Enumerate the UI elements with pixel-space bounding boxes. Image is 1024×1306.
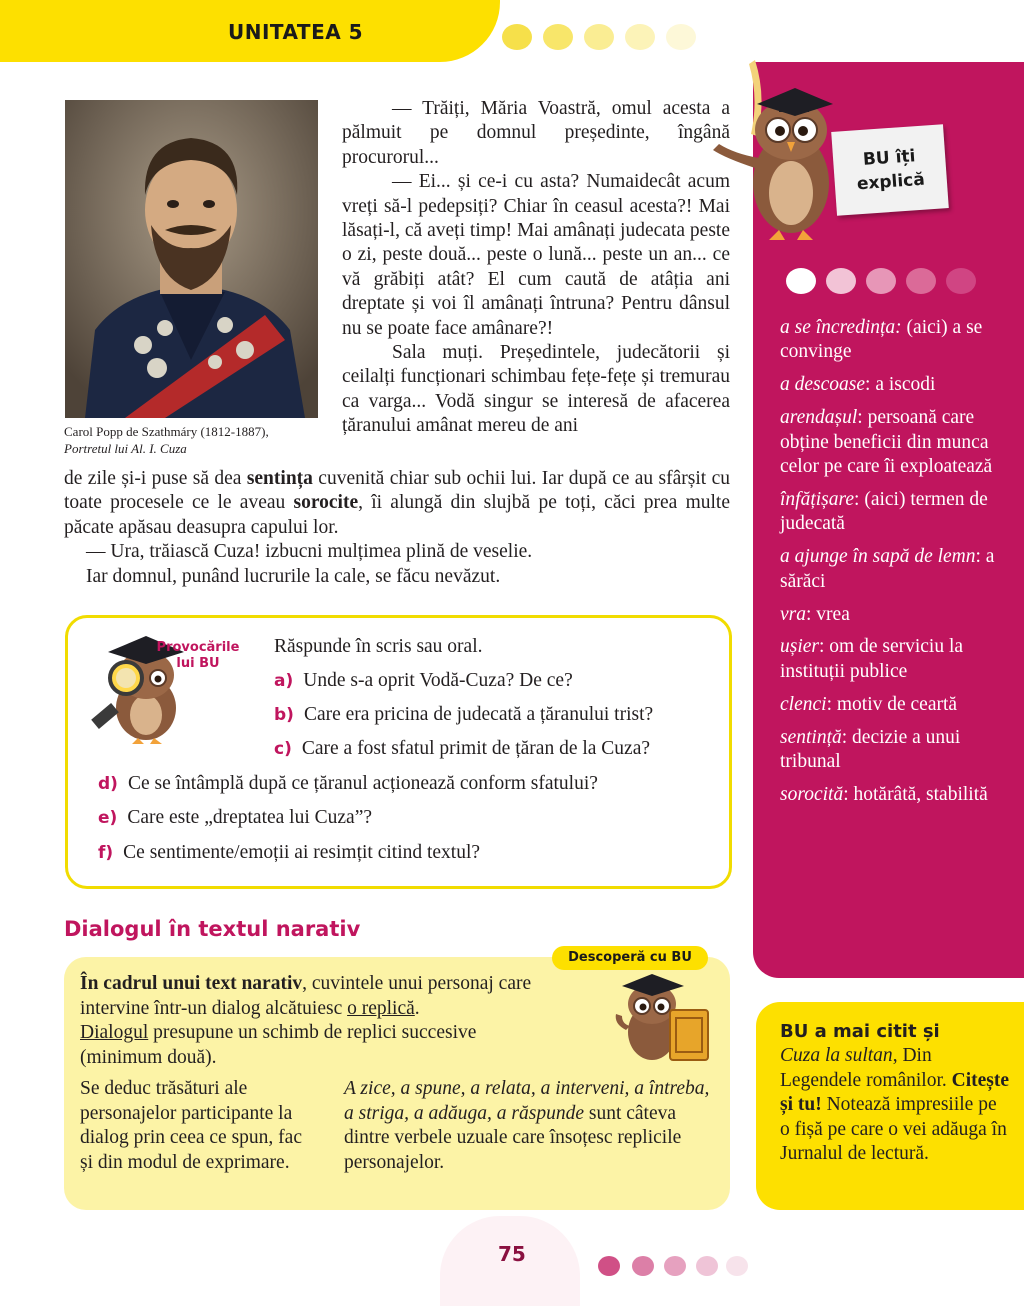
question-e: e) Care este „dreptatea lui Cuza”? [98, 807, 373, 828]
glossary-list [780, 316, 1005, 816]
question-d: d) Ce se întâmplă după ce țăranul acționează conform sfatului? [98, 773, 598, 794]
page-number: 75 [498, 1242, 526, 1266]
section-title: Dialogul în textul narativ [64, 917, 361, 941]
theory-right-column [344, 1077, 710, 1175]
challenge-label-line: lui BU [176, 656, 220, 671]
theory-paragraph: În cadrul unui text narativ, cuvintele unui personaj care intervine într-un dialog alcătuiesc o replică. [80, 973, 532, 1019]
discover-tag: Descoperă cu BU [552, 946, 708, 970]
story-paragraph: — Ura, trăiască Cuza! izbucni mulțimea plină de veselie. [86, 541, 533, 563]
story-paragraph: Iar domnul, punând lucrurile la cale, se făcu nevăzut. [86, 565, 501, 587]
theory-left-column [80, 1077, 310, 1175]
cuza-portrait [65, 100, 318, 418]
story-top [342, 97, 730, 439]
question-b: b) Care era pricina de judecată a țăranului trist? [274, 704, 654, 725]
story-paragraph: — Trăiți, Măria Voastră, omul acesta a pălmuit pe domnul președinte, îngână procurorul... [342, 98, 730, 168]
story-paragraph: de zile și-i puse să dea sentința cuvenită chiar sub ochii lui. Iar după ce au sfârșit cu toate procesele ce le aveau sorocite, îi alungă din slujbă pe toți, căci prea multe păcate apăsau deasupra capului lor. [64, 468, 730, 538]
badge-line: BU îți [862, 146, 917, 170]
theory-paragraph: Se deduc trăsături ale personajelor participante la dialog prin ceea ce spun, fac și din modul de exprimare. [80, 1078, 302, 1173]
badge-line: explică [856, 169, 926, 195]
glossary-entry: a se încredința: (aici) a se convinge [780, 317, 983, 363]
glossary-entry: înfățișare: (aici) termen de judecată [780, 488, 988, 535]
challenge-label [150, 640, 246, 672]
glossary-entry: arendașul: persoană care obține beneficii din munca celor pe care îi exploatează [780, 407, 993, 478]
caption-title: Portretul lui Al. I. Cuza [64, 441, 187, 456]
glossary-entry: sentință: decizie a unui tribunal [780, 726, 961, 773]
read-more-title: BU a mai citit și [780, 1021, 940, 1042]
bu-explains-badge [831, 124, 949, 216]
theory-paragraph: Dialogul presupune un schimb de replici succesive (minimum două). [80, 1022, 477, 1068]
portrait-caption [64, 423, 324, 457]
question-a: a) Unde s-a oprit Vodă-Cuza? De ce? [274, 670, 573, 691]
challenge-label-line: Provocările [156, 640, 240, 655]
theory-paragraph: A zice, a spune, a relata, a interveni, a întreba, a striga, a adăuga, a răspunde sunt câteva dintre verbele uzuale care însoțesc replicile personajelor. [344, 1078, 710, 1173]
story-paragraph: Sala muți. Președintele, judecătorii și ceilalți funcționari schimbau fețe-fețe și tremurau ca varga... Vodă singur se interesă de afacerea țăranului amânat mereu de ani [342, 342, 730, 437]
glossary-entry: clenci: motiv de ceartă [780, 693, 958, 715]
glossary-entry: vra: vrea [780, 603, 850, 625]
challenge-intro: Răspunde în scris sau oral. [274, 636, 483, 657]
glossary-entry: a ajunge în sapă de lemn: a sărăci [780, 546, 995, 592]
story-bottom [64, 467, 730, 589]
glossary-entry: sorocită: hotărâtă, stabilită [780, 784, 988, 805]
read-more-body: Cuza la sultan, Din Legendele românilor. Citește și tu! Notează impresiile pe o fișă pe care o vei adăuga în Jurnalul de lectură. [780, 1045, 1010, 1165]
question-c: c) Care a fost sfatul primit de țăran de la Cuza? [274, 738, 651, 759]
theory-intro [80, 972, 558, 1070]
unit-title: UNITATEA 5 [228, 20, 364, 44]
glossary-entry: a descoase: a iscodi [780, 374, 936, 396]
story-paragraph: — Ei... și ce-i cu asta? Numaidecât acum vreți să-l pedepsiți? Chiar în ceasul acesta?! Mai lăsați-l, că aveți timp! Mai amânați judecata peste o zi, peste două... peste o lună... peste un an... ce vă grăbiți atât? El cum caută de atâția ani dreptate și voi îl amânați întruna? Pentru dânsul nu se poate face amânare?! [342, 171, 730, 339]
owl-book-icon [612, 974, 712, 1064]
caption-author: Carol Popp de Szathmáry (1812-1887), [64, 424, 269, 439]
read-more-text [780, 1020, 1010, 1166]
glossary-entry: ușier: om de serviciu la instituții publice [780, 636, 964, 682]
question-f: f) Ce sentimente/emoții ai resimțit citind textul? [98, 842, 481, 863]
